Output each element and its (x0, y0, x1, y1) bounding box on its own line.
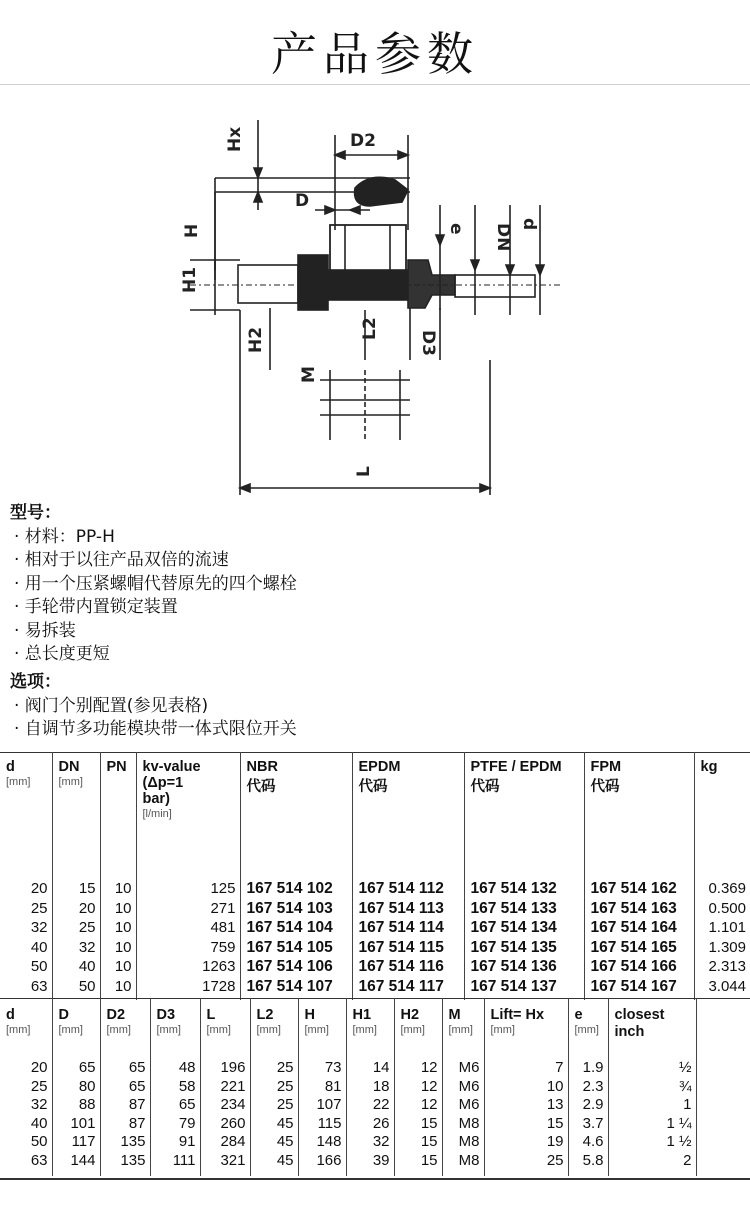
col-header: kg (700, 759, 718, 775)
table-cell: 167 514 102 (240, 865, 352, 899)
table-cell: 117 (52, 1133, 100, 1152)
table-cell: 135 (100, 1133, 150, 1152)
table-cell: 284 (200, 1133, 250, 1152)
table-cell: 40 (0, 1115, 52, 1134)
table-cell: 167 514 113 (352, 899, 464, 919)
table-cell: 25 (250, 1078, 298, 1097)
table-cell: 1.9 (568, 1045, 608, 1078)
table-cell: 10 (100, 865, 136, 899)
table-cell: 58 (150, 1078, 200, 1097)
table-cell: 107 (298, 1096, 346, 1115)
table-cell: 10 (100, 977, 136, 1001)
table-cell: 87 (100, 1115, 150, 1134)
table-cell: 81 (298, 1078, 346, 1097)
table-row (0, 977, 750, 1001)
table-cell: 88 (52, 1096, 100, 1115)
table-cell: 63 (0, 977, 52, 1001)
col-header: H1 [mm] (346, 999, 394, 1046)
table-cell: ½ (608, 1045, 696, 1078)
feature-item: · 手轮带内置锁定装置 (14, 597, 178, 617)
title-divider (0, 84, 750, 85)
table-cell: 10 (484, 1078, 568, 1097)
table-cell: 167 514 133 (464, 899, 584, 919)
table-cell: 260 (200, 1115, 250, 1134)
table-cell: 1 ¼ (608, 1115, 696, 1134)
table-cell: 167 514 167 (584, 977, 694, 1001)
col-header: M [mm] (442, 999, 484, 1046)
col-header: NBR 代码 (240, 753, 352, 866)
col-header: PTFE / EPDM 代码 (464, 753, 584, 866)
table-cell: 79 (150, 1115, 200, 1134)
label-hx: Hx (225, 126, 245, 152)
label-d3: D3 (418, 330, 438, 356)
table-cell: 1 ½ (608, 1133, 696, 1152)
table-row (0, 899, 750, 919)
table-cell: 167 514 103 (240, 899, 352, 919)
table-cell: 167 514 106 (240, 957, 352, 977)
table-bottom-rule (0, 1178, 750, 1180)
table-cell: 32 (0, 918, 52, 938)
col-header: closest inch (608, 999, 696, 1046)
table-cell: 45 (250, 1152, 298, 1177)
table-cell: 167 514 135 (464, 938, 584, 958)
table-cell: 10 (100, 918, 136, 938)
table-cell: 48 (150, 1045, 200, 1078)
table-cell-empty (696, 1045, 750, 1078)
table-cell: 101 (52, 1115, 100, 1134)
table-cell: 5.8 (568, 1152, 608, 1177)
table-cell: 1 (608, 1096, 696, 1115)
label-d-small: d (519, 218, 539, 231)
table-cell: 167 514 116 (352, 957, 464, 977)
table-cell: ¾ (608, 1078, 696, 1097)
table-cell: 25 (484, 1152, 568, 1177)
table-header-row (0, 753, 750, 866)
table-cell: 32 (346, 1133, 394, 1152)
table-cell: 167 514 166 (584, 957, 694, 977)
feature-item: · 易拆装 (14, 620, 76, 641)
table-cell: 167 514 105 (240, 938, 352, 958)
table-cell: 759 (136, 938, 240, 958)
table-cell: 12 (394, 1078, 442, 1097)
table-row (0, 1133, 750, 1152)
table-cell: 39 (346, 1152, 394, 1177)
table-cell: 25 (250, 1096, 298, 1115)
label-h1: H1 (180, 266, 200, 293)
table-cell: 167 514 162 (584, 865, 694, 899)
table-cell-empty (696, 1078, 750, 1097)
table-cell: 2.313 (708, 958, 746, 975)
table-cell-empty (696, 1152, 750, 1177)
table-cell: 65 (150, 1096, 200, 1115)
table-cell: 1.309 (708, 938, 746, 956)
table-row (0, 865, 750, 899)
table-cell: 32 (52, 938, 100, 958)
features-section (10, 502, 297, 667)
table-cell: 167 514 115 (352, 938, 464, 958)
feature-item: · 材料：PP-H (14, 526, 115, 547)
table-cell: 50 (0, 957, 52, 977)
table-cell: 87 (100, 1096, 150, 1115)
table-row (0, 1096, 750, 1115)
table-cell: 481 (136, 918, 240, 938)
col-header: L2 [mm] (250, 999, 298, 1046)
table-cell: 167 514 107 (240, 977, 352, 1001)
table-cell: 25 (0, 899, 52, 919)
option-item: · 阀门个别配置(参见表格) (14, 695, 209, 716)
table-cell: 20 (0, 865, 52, 899)
col-header-empty (696, 999, 750, 1046)
table-cell: 73 (298, 1045, 346, 1078)
table-cell: 15 (52, 865, 100, 899)
table-cell: 65 (100, 1078, 150, 1097)
table-cell-empty (696, 1096, 750, 1115)
table-cell: M6 (442, 1096, 484, 1115)
table-cell: 166 (298, 1152, 346, 1177)
col-header: H [mm] (298, 999, 346, 1046)
table-cell: 19 (484, 1133, 568, 1152)
feature-item: · 相对于以往产品双倍的流速 (14, 550, 229, 570)
label-e: e (446, 223, 466, 235)
col-header: d [mm] (0, 753, 52, 866)
table-cell-empty (696, 1133, 750, 1152)
table-cell: 167 514 104 (240, 918, 352, 938)
table-cell: 15 (394, 1133, 442, 1152)
col-header: Lift= Hx [mm] (484, 999, 568, 1046)
table-cell: 115 (298, 1115, 346, 1134)
label-d2: D2 (350, 131, 376, 151)
table-cell: 20 (0, 1045, 52, 1078)
table-row (0, 1152, 750, 1177)
col-header: d [mm] (0, 999, 52, 1046)
table-cell: 148 (298, 1133, 346, 1152)
col-header: PN (100, 753, 136, 866)
table-cell: 167 514 117 (352, 977, 464, 1001)
table-cell: 25 (250, 1045, 298, 1078)
table-cell: 3.044 (708, 977, 746, 995)
table-cell: 1.101 (708, 919, 746, 936)
col-header: FPM 代码 (584, 753, 694, 866)
table-cell: 45 (250, 1133, 298, 1152)
table-cell: 10 (100, 938, 136, 958)
feature-item: · 总长度更短 (14, 644, 110, 664)
table-cell: 65 (52, 1045, 100, 1078)
table-cell: 13 (484, 1096, 568, 1115)
table-cell: 12 (394, 1045, 442, 1078)
table-cell: 65 (100, 1045, 150, 1078)
table-cell: 1263 (136, 957, 240, 977)
table-cell: 0.369 (708, 880, 746, 897)
table-cell: 15 (484, 1115, 568, 1134)
table-cell: 125 (136, 865, 240, 899)
table-cell: M8 (442, 1152, 484, 1177)
table-cell: 0.500 (708, 899, 746, 917)
label-d: D (295, 191, 310, 211)
table-cell: 111 (150, 1152, 200, 1177)
col-header: e [mm] (568, 999, 608, 1046)
col-header: L [mm] (200, 999, 250, 1046)
table-cell: 144 (52, 1152, 100, 1177)
label-l2: L2 (360, 317, 380, 340)
col-header: H2 [mm] (394, 999, 442, 1046)
col-header: D [mm] (52, 999, 100, 1046)
table-cell: M8 (442, 1115, 484, 1134)
table-cell: 25 (52, 918, 100, 938)
col-header: EPDM 代码 (352, 753, 464, 866)
table-row (0, 1115, 750, 1134)
table-row (0, 918, 750, 938)
order-code-table (0, 752, 750, 1000)
col-header: D2 [mm] (100, 999, 150, 1046)
table-cell-empty (696, 1115, 750, 1134)
table-row (0, 938, 750, 958)
table-cell: 1728 (136, 977, 240, 1001)
table-cell: 271 (136, 899, 240, 919)
table-cell: 234 (200, 1096, 250, 1115)
table-cell: 40 (0, 938, 52, 958)
table-cell: 26 (346, 1115, 394, 1134)
table-cell: 22 (346, 1096, 394, 1115)
table-cell: 10 (100, 957, 136, 977)
table-row (0, 957, 750, 977)
table-cell: 10 (100, 899, 136, 919)
table-cell: M6 (442, 1078, 484, 1097)
table-cell: 135 (100, 1152, 150, 1177)
table-cell: 167 514 164 (584, 918, 694, 938)
table-header-row (0, 999, 750, 1046)
table-cell: 80 (52, 1078, 100, 1097)
col-header: kv-value (Δp=1 bar) [l/min] (136, 753, 240, 866)
table-row (0, 1078, 750, 1097)
table-cell: 7 (484, 1045, 568, 1078)
label-m: M (299, 366, 319, 383)
table-cell: 167 514 134 (464, 918, 584, 938)
table-cell: 167 514 114 (352, 918, 464, 938)
table-cell: 50 (52, 977, 100, 1001)
table-cell: 167 514 136 (464, 957, 584, 977)
table-cell: 167 514 165 (584, 938, 694, 958)
table-cell: 2.9 (568, 1096, 608, 1115)
table-cell: 321 (200, 1152, 250, 1177)
table-cell: 2 (608, 1152, 696, 1177)
label-dn: DN (493, 223, 513, 252)
table-cell: 50 (0, 1133, 52, 1152)
table-cell: 32 (0, 1096, 52, 1115)
option-item: · 自调节多功能模块带一体式限位开关 (14, 719, 297, 739)
table-cell: 167 514 137 (464, 977, 584, 1001)
table-cell: 15 (394, 1115, 442, 1134)
table-cell: M8 (442, 1133, 484, 1152)
table-cell: 15 (394, 1152, 442, 1177)
table-cell: 196 (200, 1045, 250, 1078)
table-cell: 4.6 (568, 1133, 608, 1152)
table-cell: 40 (52, 957, 100, 977)
page-title: 产品参数 (271, 27, 479, 81)
table-cell: 14 (346, 1045, 394, 1078)
label-l: L (354, 466, 374, 477)
table-cell: 91 (150, 1133, 200, 1152)
table-cell: 2.3 (568, 1078, 608, 1097)
label-h2: H2 (246, 326, 266, 353)
table-cell: 45 (250, 1115, 298, 1134)
table-row (0, 1045, 750, 1078)
table-cell: 3.7 (568, 1115, 608, 1134)
table-cell: 221 (200, 1078, 250, 1097)
table-cell: 167 514 163 (584, 899, 694, 919)
table-cell: M6 (442, 1045, 484, 1078)
table-cell: 167 514 132 (464, 865, 584, 899)
options-section (10, 671, 297, 742)
table-cell: 25 (0, 1078, 52, 1097)
label-h: H (182, 223, 202, 238)
table-cell: 63 (0, 1152, 52, 1177)
features-heading: 型号： (10, 503, 61, 523)
col-header: DN [mm] (52, 753, 100, 866)
table-cell: 18 (346, 1078, 394, 1097)
dimension-table (0, 998, 750, 1176)
feature-item: · 用一个压紧螺帽代替原先的四个螺栓 (14, 573, 297, 594)
options-heading: 选项： (10, 672, 61, 692)
valve-dimension-drawing (170, 110, 570, 505)
col-header: D3 [mm] (150, 999, 200, 1046)
table-cell: 167 514 112 (352, 865, 464, 899)
table-cell: 12 (394, 1096, 442, 1115)
table-cell: 20 (52, 899, 100, 919)
